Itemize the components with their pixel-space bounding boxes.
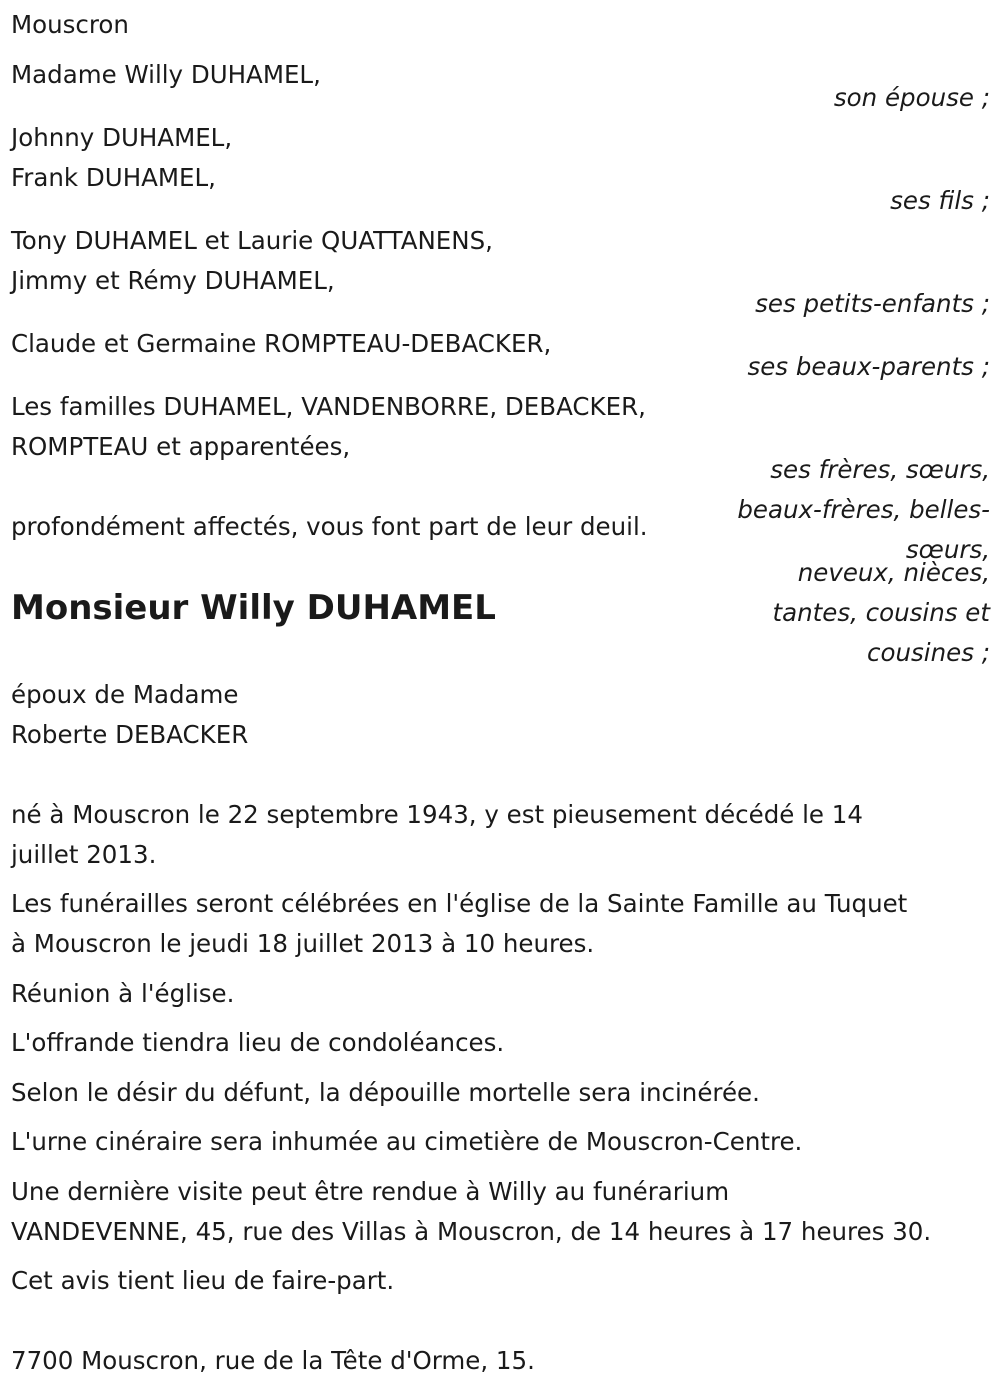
family-name-line: Tony DUHAMEL et Laurie QUATTANENS, [11, 226, 493, 255]
cremation-text: Selon le désir du défunt, la dépouille mortelle sera incinérée. [11, 1078, 760, 1107]
offering-text: L'offrande tiendra lieu de condoléances. [11, 1028, 505, 1057]
birth-death-line: né à Mouscron le 22 septembre 1943, y est pieusement décédé le 14 [11, 800, 863, 829]
family-relation: cousines ; [867, 638, 990, 667]
family-name-line: Les familles DUHAMEL, VANDENBORRE, DEBACKER, [11, 392, 646, 421]
family-relation: ses frères, sœurs, [770, 455, 990, 484]
family-name-line: ROMPTEAU et apparentées, [11, 432, 351, 461]
family-relation: sœurs, [905, 535, 990, 564]
announcement-text: profondément affectés, vous font part de leur deuil. [11, 512, 648, 541]
city-header: Mouscron [11, 10, 129, 39]
visit-line: Une dernière visite peut être rendue à Willy au funérarium [11, 1177, 730, 1206]
address-footer: 7700 Mouscron, rue de la Tête d'Orme, 15. [11, 1346, 535, 1375]
spouse-line: époux de Madame [11, 680, 239, 709]
visit-line: VANDEVENNE, 45, rue des Villas à Mouscron, de 14 heures à 17 heures 30. [11, 1217, 932, 1246]
family-relation: ses petits-enfants ; [755, 289, 990, 318]
family-relation: neveux, nièces, [797, 558, 990, 587]
family-name-line: Frank DUHAMEL, [11, 163, 216, 192]
family-relation: ses fils ; [890, 186, 990, 215]
family-relation: son épouse ; [833, 83, 990, 112]
family-relation: beaux-frères, belles- [737, 495, 990, 524]
family-name-line: Madame Willy DUHAMEL, [11, 60, 321, 89]
funeral-line: à Mouscron le jeudi 18 juillet 2013 à 10 heures. [11, 929, 595, 958]
meeting-text: Réunion à l'église. [11, 979, 235, 1008]
family-relation: ses beaux-parents ; [747, 352, 990, 381]
deceased-name: Monsieur Willy DUHAMEL [11, 588, 496, 628]
family-name-line: Claude et Germaine ROMPTEAU-DEBACKER, [11, 329, 552, 358]
urn-text: L'urne cinéraire sera inhumée au cimetière de Mouscron-Centre. [11, 1127, 803, 1156]
family-relation: tantes, cousins et [772, 598, 990, 627]
notice-text: Cet avis tient lieu de faire-part. [11, 1266, 395, 1295]
funeral-line: Les funérailles seront célébrées en l'église de la Sainte Famille au Tuquet [11, 889, 908, 918]
family-name-line: Jimmy et Rémy DUHAMEL, [11, 266, 335, 295]
spouse-line: Roberte DEBACKER [11, 720, 249, 749]
family-name-line: Johnny DUHAMEL, [11, 123, 233, 152]
birth-death-line: juillet 2013. [11, 840, 157, 869]
